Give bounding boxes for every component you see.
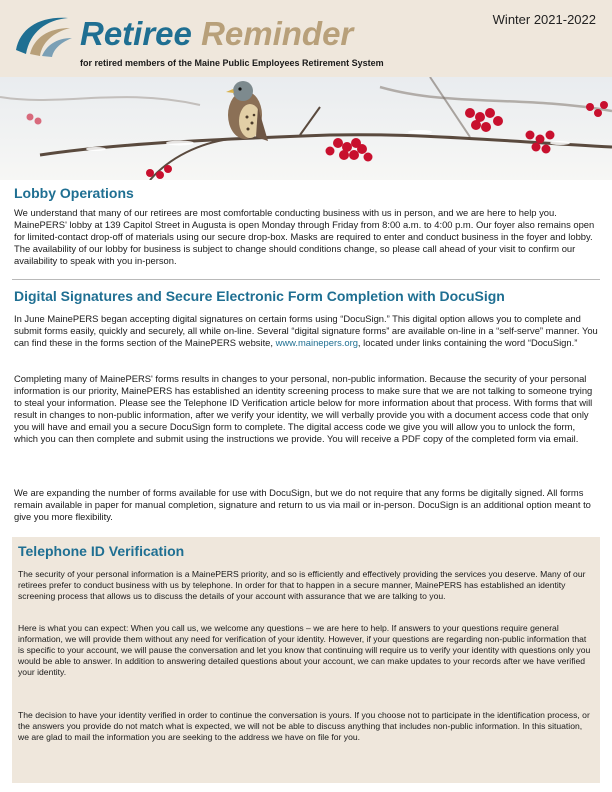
docusign-paragraph-2: Completing many of MainePERS' forms results in changes to your personal, non-public information. Because the security of your personal information is our priority, MainePERS has established an identity screening process to make sure that we are not talking to someone trying to steal your information. Please see the Telephone ID Verification article below for more information about that process. With forms that will result in changes to non-public information, after we verify your identity, we will verbally provide you with a document access code that only you will have and email you a secure DocuSign form to complete. The digital access code we give you will allow you to unlock the form, which you can then complete and submit using the instructions we provide. You will receive a PDF copy of the completed form via email. [14,373,593,444]
mainepers-website-link[interactable]: www.mainepers.org [275,337,358,348]
bird-berries-image [0,77,612,180]
telephone-verification-box [12,537,600,783]
newsletter-header [0,0,612,77]
telephone-paragraph-2: Here is what you can expect: When you call us, we welcome any questions – we are here to help. If answers to your questions require general information, we will provide them without any need for verification of your identity. However, if your questions are regarding non-public information that is specific to your account, we will pause the conversation and let you know that continuing will require us to verify your identity with questions only you would be able to answer. In addition to answering detailed questions about your account, we can make updates to your records after we have verified your identity. [18,623,591,677]
docusign-paragraph-1-tail: , located under links containing the word “DocuSign.” [357,337,578,348]
lobby-heading: Lobby Operations [14,185,134,201]
telephone-paragraph-3: The decision to have your identity verified in order to continue the conversation is yours. If you choose not to participate in the identification process, or the answers you provide do not match what is expected, we will not be able to discuss anything that includes non-public information. In this situation, we are glad to mail the information you are seeking to the address we have on file for you. [18,710,590,742]
docusign-paragraph-3: We are expanding the number of forms available for use with DocuSign, but we do not require that any forms be digitally signed. All forms remain available in paper for manual completion, signature and return to us via mail or in-person. DocuSign is an additional option meant to give you more flexibility. [14,487,591,522]
newsletter-subtitle: for retired members of the Maine Public Employees Retirement System [80,58,384,68]
swoosh-logo-icon [10,10,74,60]
section-divider [12,279,600,280]
edition-label: Winter 2021-2022 [492,12,596,27]
docusign-heading: Digital Signatures and Secure Electronic Form Completion with DocuSign [14,288,505,304]
newsletter-title [80,16,353,52]
telephone-paragraph-1: The security of your personal information is a MainePERS priority, and so is efficiently and effectively providing the services you deserve. Many of our retirees prefer to conduct business with us by telephone. In order for that to happen in a secure manner, MainePERS has established an identity screening process that allows us to discuss the details of your account with assurance that we are talking to you. [18,569,586,601]
docusign-paragraph-1 [14,313,600,349]
title-word-retiree: Retiree [80,15,192,52]
winter-bird-photo [0,77,612,180]
lobby-body: We understand that many of our retirees are most comfortable conducting business with us in person, and we are here to help you. MainePERS' lobby at 139 Capitol Street in Augusta is open Monday through Friday from 8:00 a.m. to 4:00 p.m. Our foyer also remains open for limited-contact drop-off of materials using our secure drop-box. Masks are required to enter and conduct business in the foyer and lobby. The availability of our lobby for business is subject to change should conditions change, so please call ahead of your visit to confirm our availability to speak with you in-person. [14,207,595,266]
title-word-reminder: Reminder [201,15,354,52]
docusign-paragraph-1-text: In June MainePERS began accepting digital signatures on certain forms using “DocuSign.” This digital option allows you to complete and submit forms easily, quickly and securely, all while on-line. Several “digital signature forms” are available on-line in a “self-serve” manner. You can find these in the forms section of the MainePERS website, [14,313,598,348]
telephone-heading: Telephone ID Verification [18,543,185,559]
